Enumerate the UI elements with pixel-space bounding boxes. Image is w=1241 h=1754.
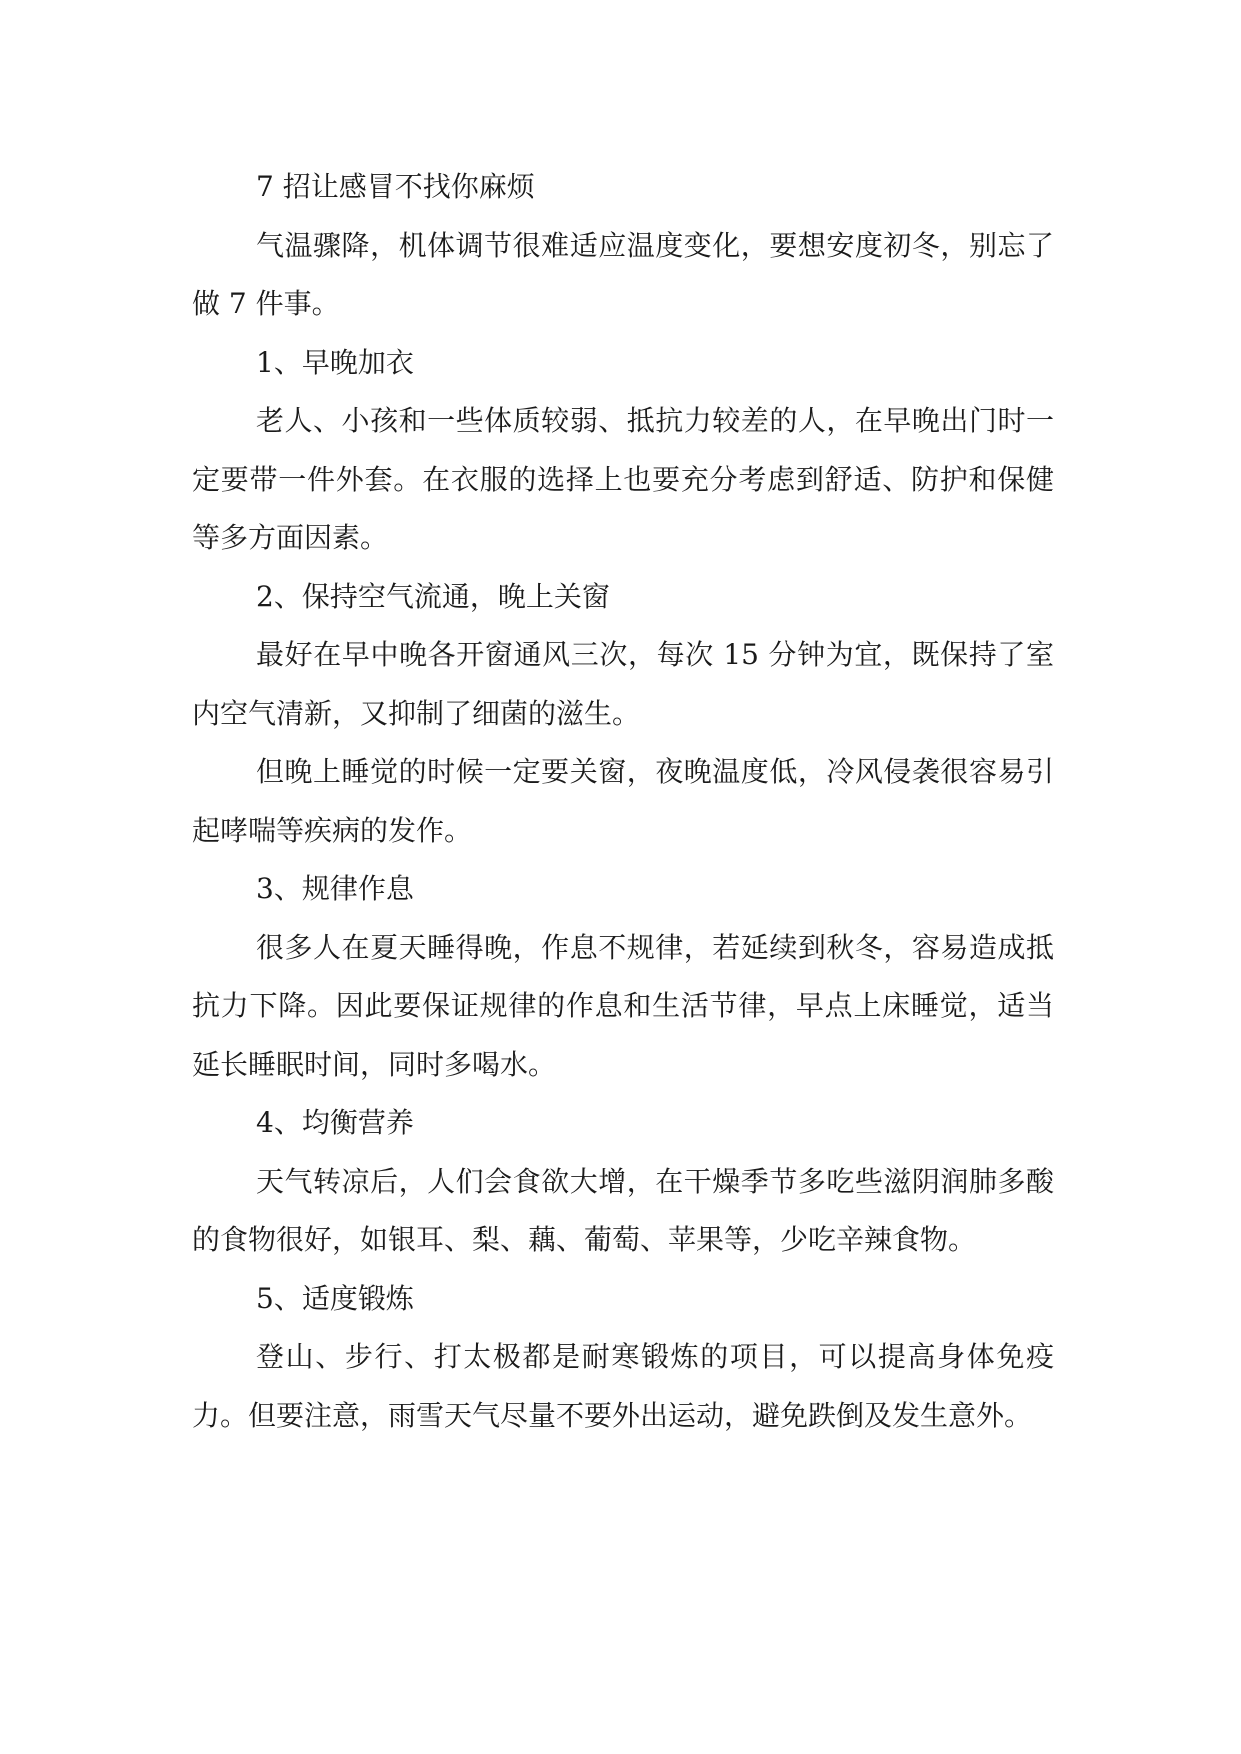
section-heading-3: 3、规律作息 — [256, 872, 414, 905]
paragraph: 老人、小孩和一些体质较弱、抵抗力较差的人，在早晚出门时一定要带一件外套。在衣服的选择上也要充分考虑到舒适、防护和保健等多方面因素。 — [192, 404, 1054, 554]
document-body — [192, 158, 1054, 1445]
document-title: 7 招让感冒不找你麻烦 — [256, 170, 535, 203]
paragraph: 天气转凉后，人们会食欲大增，在干燥季节多吃些滋阴润肺多酸的食物很好，如银耳、梨、藕、葡萄、苹果等，少吃辛辣食物。 — [192, 1164, 1054, 1256]
paragraph: 登山、步行、打太极都是耐寒锻炼的项目，可以提高身体免疫力。但要注意，雨雪天气尽量不要外出运动，避免跌倒及发生意外。 — [192, 1340, 1054, 1432]
section-heading-2: 2、保持空气流通，晚上关窗 — [256, 579, 610, 613]
paragraph: 很多人在夏天睡得晚，作息不规律，若延续到秋冬，容易造成抵抗力下降。因此要保证规律的作息和生活节律，早点上床睡觉，适当延长睡眠时间，同时多喝水。 — [192, 930, 1054, 1081]
paragraph: 但晚上睡觉的时候一定要关窗，夜晚温度低，冷风侵袭很容易引起哮喘等疾病的发作。 — [192, 755, 1054, 847]
paragraph: 最好在早中晚各开窗通风三次，每次 15 分钟为宜，既保持了室内空气清新，又抑制了细菌的滋生。 — [192, 638, 1054, 730]
section-heading-1: 1、早晚加衣 — [256, 345, 414, 379]
section-heading-4: 4、均衡营养 — [256, 1106, 414, 1139]
section-heading-5: 5、适度锻炼 — [256, 1281, 414, 1315]
intro-paragraph: 气温骤降，机体调节很难适应温度变化，要想安度初冬，别忘了做 7 件事。 — [192, 228, 1054, 320]
